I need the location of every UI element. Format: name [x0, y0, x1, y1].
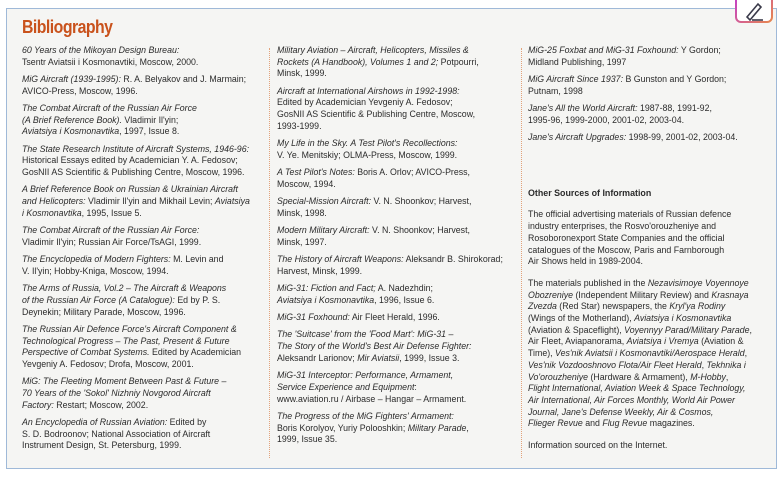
italic-text: Jane's All the World Aircraft:	[528, 103, 638, 113]
bibliography-entries	[528, 45, 773, 144]
text: The official advertising materials of Russian defence industry enterprises, the Rosvo'orouzheniye and Rosoboronexport State Companies and the official catalogues of the Moscow, Paris and Farnborough Air Shows held in 1989-2004.	[528, 209, 732, 267]
text: Edited by Academician Yevgeniy A. Fedosov; Drofa, Moscow, 2001.	[22, 347, 242, 369]
bibliography-entry	[22, 103, 268, 138]
text: Boris A. Orlov; AVICO-Press, Moscow, 1994.	[277, 167, 470, 189]
bibliography-entry	[277, 225, 517, 248]
italic-text: MiG Aircraft Since 1937:	[528, 74, 624, 84]
text: Aleksandr Larionov;	[277, 352, 358, 363]
text: Edited by S. D. Bodroonov; National Association of Aircraft Instrument Design, St. Petersburg, 1999.	[22, 416, 211, 451]
bibliography-entry	[22, 74, 268, 97]
italic-text: The Combat Aircraft of the Russian Air Force (A Brief Reference Book).	[22, 103, 197, 125]
bibliography-entry	[22, 45, 268, 68]
bibliography-entry	[528, 132, 773, 144]
text: M. Levin and V. Il'yin; Hobby-Kniga, Moscow, 1994.	[22, 254, 224, 276]
bibliography-entry	[528, 45, 773, 68]
bibliography-entry	[22, 144, 268, 179]
bibliography-entry	[277, 411, 517, 446]
italic-text: Military Aviation – Aircraft, Helicopters, Missiles & Rockets (A Handbook), Volumes 1 and 2;	[277, 45, 469, 67]
text: 1987-88, 1991-92, 1995-96, 1999-2000, 2001-02, 2003-04.	[528, 103, 712, 125]
text: , 1996, Issue 6.	[374, 294, 435, 305]
italic-text: The Arms of Russia, Vol.2 – The Aircraft & Weapons of the Russian Air Force (A Catalogue):	[22, 283, 227, 305]
other-sources-paragraph	[528, 278, 773, 430]
italic-text: A Brief Reference Book on Russian & Ukrainian Aircraft and Helicopters:	[22, 184, 238, 207]
italic-text: The Russian Air Defence Force's Aircraft Component & Technological Progress – The Past, Present & Future Perspective of Combat Systems.	[22, 323, 237, 358]
bibliography-entry	[22, 254, 268, 277]
text: Tsentr Aviatsii i Kosmonavtiki, Moscow, 2000.	[22, 56, 199, 67]
italic-text: Tekhnika i Vo'orouzheniye	[528, 359, 746, 382]
edit-button[interactable]	[735, 0, 773, 23]
italic-text: Military Parade	[407, 422, 467, 433]
italic-text: Aviatsiya i Kosmonavtika	[277, 294, 375, 305]
italic-text: Ves'nik Vozdooshnovo Flota/Air Fleet Herald	[528, 359, 702, 370]
other-sources-heading: Other Sources of Information	[528, 187, 652, 198]
italic-text: M-Hobby	[690, 371, 726, 382]
text: ,	[725, 371, 729, 382]
text: , 1999, Issue 35.	[277, 422, 469, 445]
bibliography-column-2	[277, 45, 517, 452]
italic-text: An Encyclopedia of Russian Aviation:	[22, 416, 168, 427]
bibliography-entry	[277, 370, 517, 405]
text: ,	[744, 348, 748, 359]
italic-text: Kryl'ya Rodiny	[669, 301, 726, 312]
bibliography-entry	[22, 225, 268, 248]
text: (Red Star) newspapers, the	[556, 301, 670, 312]
italic-text: My Life in the Sky. A Test Pilot's Recollections:	[277, 138, 458, 149]
italic-text: Special-Mission Aircraft:	[277, 196, 372, 207]
text: magazines.	[647, 418, 695, 429]
bibliography-entry	[528, 74, 773, 97]
italic-text: MiG-31 Interceptor: Performance, Armament, Service Experience and Equipment	[277, 370, 454, 392]
text: : www.aviation.ru / Airbase – Hangar – Armament.	[277, 381, 467, 404]
pencil-icon	[741, 0, 767, 21]
bibliography-entry	[22, 184, 268, 219]
text: , Air Fleet, Aviapanorama,	[528, 324, 752, 347]
text: V. N. Shoonkov; Harvest, Minsk, 1997.	[277, 225, 470, 247]
text: Historical Essays edited by Academician Y. A. Fedosov; GosNII AS Scientific & Publishing Centre, Moscow, 1996.	[22, 155, 245, 178]
text: (Hardware & Armament),	[588, 371, 691, 382]
text: 1998-99, 2001-02, 2003-04.	[626, 132, 738, 142]
other-sources-paragraph	[528, 440, 773, 452]
text: Ed by P. S. Deynekin; Military Parade, Moscow, 1996.	[22, 294, 221, 317]
text: Vladimir Il'yin and Mikhail Levin;	[85, 196, 215, 207]
italic-text: Flug Revue	[602, 418, 648, 429]
italic-text: The 'Suitcase' from the 'Food Mart': MiG-31 – The Story of the World's Best Air Defense Fighter:	[277, 329, 472, 352]
text: R. A. Belyakov and J. Marmain; AVICO-Press, Moscow, 1996.	[22, 74, 247, 96]
bibliography-entry	[22, 376, 268, 411]
page-title: Bibliography	[22, 17, 113, 37]
text: A. Nadezhdin;	[377, 283, 433, 294]
italic-text: Flight International, Aviation Week & Space Technology, Air International, Air Forces Monthly, World Air Power Journal, Jane's Defense Weekly, Air & Cosmos, Flieger Revue	[528, 383, 746, 429]
bibliography-column-3	[528, 45, 773, 462]
italic-text: The Combat Aircraft of the Russian Air Force:	[22, 225, 200, 236]
bibliography-entry	[277, 86, 517, 133]
italic-text: Aviatsiya i Kosmonavtika	[22, 126, 120, 137]
other-sources-body	[528, 209, 773, 451]
bibliography-entry	[277, 45, 517, 80]
text: , 1995, Issue 5.	[81, 207, 142, 218]
text: Vladimir Il'yin; Russian Air Force/TsAGI, 1999.	[22, 236, 202, 247]
italic-text: Mir Aviatsii	[357, 352, 400, 363]
italic-text: MiG-31 Foxhound:	[277, 312, 350, 323]
text: Aleksandr B. Shirokorad; Harvest, Minsk, 1999.	[277, 254, 503, 276]
column-divider	[269, 48, 270, 458]
bibliography-entry	[277, 167, 517, 190]
italic-text: MiG-25 Foxbat and MiG-31 Foxhound:	[528, 45, 679, 55]
text: Potpourri, Minsk, 1999.	[277, 56, 479, 79]
italic-text: MiG Aircraft (1939-1995):	[22, 74, 121, 84]
italic-text: The History of Aircraft Weapons:	[277, 254, 404, 265]
bibliography-column-1	[22, 45, 268, 458]
bibliography-entry	[528, 103, 773, 126]
text: Air Fleet Herald, 1996.	[349, 312, 440, 323]
italic-text: Aviatsiya i Kosmonavtika	[22, 196, 250, 218]
text: Restart; Moscow, 2002.	[53, 399, 149, 410]
italic-text: Krasnaya Zvezda	[528, 289, 749, 312]
italic-text: 60 Years of the Mikoyan Design Bureau:	[22, 45, 180, 55]
text: (Wings of the Motherland),	[528, 313, 632, 324]
italic-text: Aircraft at International Airshows in 1992-1998:	[277, 85, 460, 96]
bibliography-entry	[277, 196, 517, 219]
bibliography-entry	[277, 312, 517, 324]
italic-text: The Encyclopedia of Modern Fighters:	[22, 254, 171, 265]
text: and	[582, 418, 603, 429]
italic-text: MiG: The Fleeting Moment Between Past & Future – 70 Years of the 'Sokol' Nizhniy Novgorod Aircraft Factory:	[22, 376, 227, 410]
text: B Gunston and Y Gordon; Putnam, 1998	[528, 74, 727, 96]
italic-text: Aviatsiya i Vremya	[626, 336, 699, 347]
text: (Aviation & Spaceflight),	[528, 324, 622, 335]
italic-text: Ves'nik Aviatsii i Kosmonavtiki/Aerospace Herald	[555, 348, 745, 359]
text: V. N. Shoonkov; Harvest, Minsk, 1998.	[277, 196, 472, 218]
text: , 1997, Issue 8.	[119, 126, 180, 137]
other-sources-paragraph	[528, 209, 773, 268]
bibliography-entry	[277, 329, 517, 364]
italic-text: A Test Pilot's Notes:	[277, 167, 355, 178]
italic-text: The Progress of the MiG Fighters' Armament:	[277, 410, 454, 421]
text: The materials published in the	[528, 277, 648, 288]
italic-text: Jane's Aircraft Upgrades:	[528, 132, 627, 142]
italic-text: Modern Military Aircraft:	[277, 225, 370, 236]
italic-text: Aviatsiya i Kosmonavtika	[634, 313, 732, 324]
text: V. Ye. Menitskiy; OLMA-Press, Moscow, 1999.	[277, 149, 458, 160]
text: Boris Korolyov, Yuriy Polooshkin;	[277, 422, 408, 433]
column-divider	[521, 48, 522, 458]
text: Information sourced on the Internet.	[528, 440, 668, 451]
italic-text: MiG-31: Fiction and Fact;	[277, 283, 376, 294]
text: (Aviation & Time),	[528, 336, 744, 359]
text: Edited by Academician Yevgeniy A. Fedosov; GosNII AS Scientific & Publishing Centre, Moscow, 1993-1999.	[277, 97, 476, 131]
italic-text: Nezavisimoye Voyennoye Obozreniye	[528, 277, 749, 300]
text: ,	[701, 359, 707, 370]
text: Vladimir Il'yin;	[124, 114, 179, 125]
bibliography-entry	[22, 324, 268, 371]
bibliography-entry	[22, 417, 268, 452]
text: (Independent Military Review) and	[573, 289, 712, 300]
bibliography-entry	[277, 138, 517, 161]
bibliography-entry	[277, 283, 517, 306]
bibliography-entry	[277, 254, 517, 277]
bibliography-entry	[22, 283, 268, 318]
text: Y Gordon; Midland Publishing, 1997	[528, 45, 721, 67]
italic-text: Voyennyy Parad/Military Parade	[624, 324, 750, 335]
text: , 1999, Issue 3.	[399, 352, 460, 363]
italic-text: The State Research Institute of Aircraft Systems, 1946-96:	[22, 143, 250, 154]
